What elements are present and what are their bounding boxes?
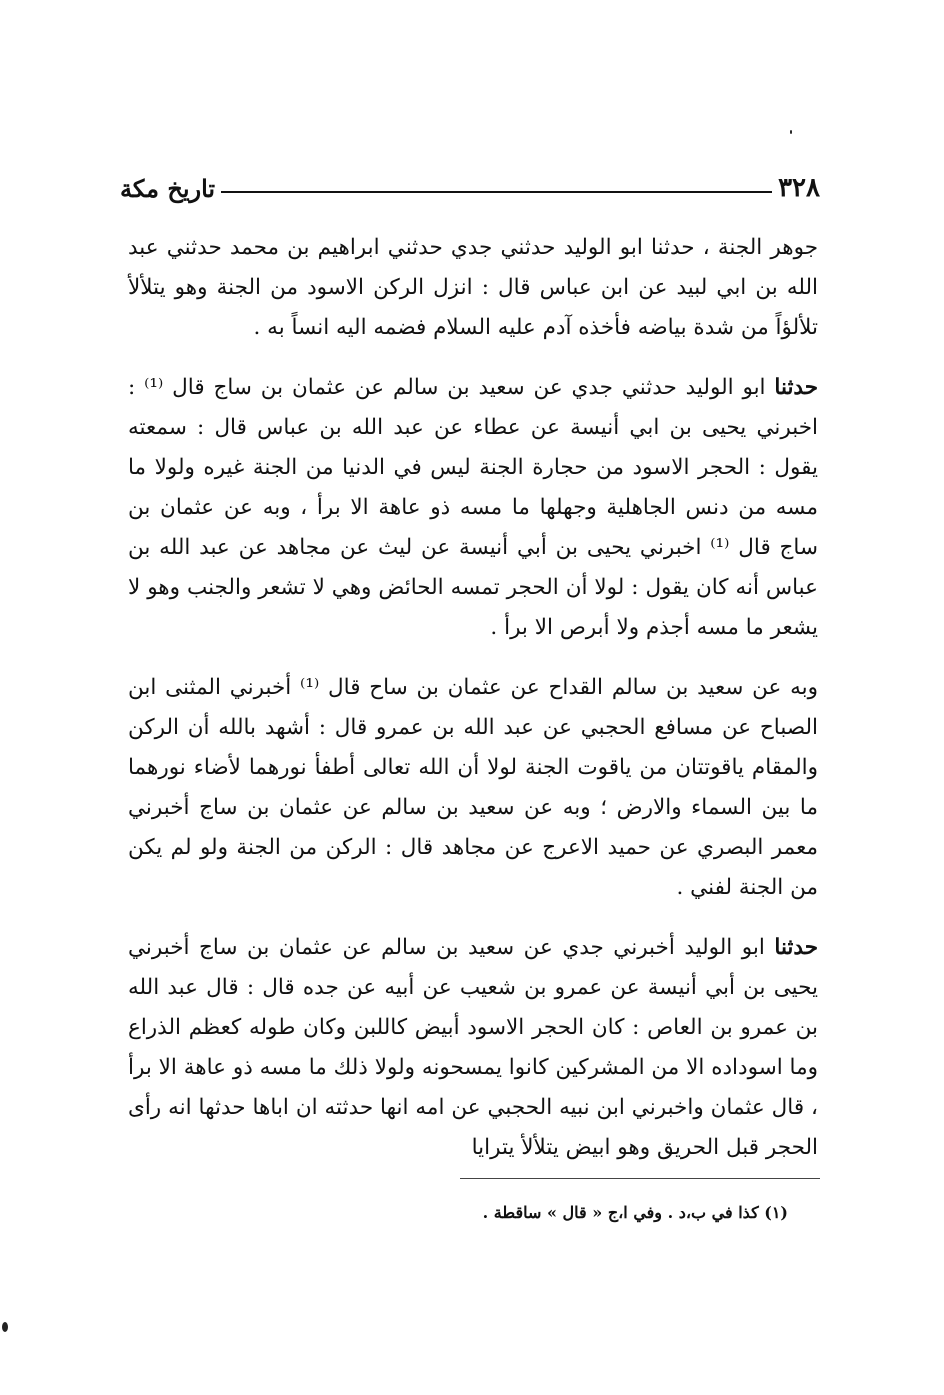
paragraph-text: ابو الوليد حدثني جدي عن سعيد بن سالم عن عثمان بن ساج قال ⁽¹⁾ : اخبرني يحيى بن ابي أنيسة عن عطاء عن عبد الله بن عباس قال : سمعته يقول : الحجر الاسود من حجارة الجنة ليس في الدنيا من الجنة غيره ولولا ما مسه من دنس الجاهلية وجهلها ما مسه ذو عاهة الا برأ ، وبه عن عثمان بن ساج قال ⁽¹⁾ اخبرني يحيى بن أبي أنيسة عن ليث عن مجاهد عن عبد الله بن عباس أنه كان يقول : لولا أن الحجر تمسه الحائض وهي لا تشعر والجنب وهو لا يشعر ما مسه أجذم ولا أبرص الا برأ . bbox=[128, 375, 818, 640]
paragraph-lead-word: حدثنا bbox=[774, 375, 819, 400]
running-title: تاريخ مكة bbox=[120, 173, 216, 203]
paragraph bbox=[128, 668, 818, 908]
paragraph bbox=[128, 368, 818, 648]
paragraph-text: ابو الوليد أخبرني جدي عن سعيد بن سالم عن عثمان بن ساج أخبرني يحيى بن أبي أنيسة عن عمرو بن شعيب عن أبيه عن جده قال : قال عبد الله بن عمرو بن العاص : كان الحجر الاسود أبيض كاللبن وكان طوله كعظم الذراع وما اسوداده الا من المشركين كانوا يمسحونه ولولا ذلك ما مسه ذو عاهة الا برأ ، قال عثمان واخبرني ابن نبيه الحجبي عن امه انها حدثته ان اباها حدثها انه رأى الحجر قبل الحريق وهو ابيض يتلألأ يترايا bbox=[128, 935, 818, 1160]
paragraph-lead-word: حدثنا bbox=[774, 935, 818, 960]
scan-speck bbox=[790, 130, 792, 134]
paragraph-text: وبه عن سعيد بن سالم القداح عن عثمان بن ساح قال ⁽¹⁾ أخبرني المثنى ابن الصباح عن مسافع الحجبي عن عبد الله بن عمرو قال : أشهد بالله أن الركن والمقام ياقوتتان من ياقوت الجنة لولا أن الله تعالى أطفأ نورهما لأضاء نورهما ما بين السماء والارض ؛ وبه عن سعيد بن سالم عن عثمان بن ساج أخبرني معمر البصري عن حميد الاعرج عن مجاهد قال : الركن من الجنة ولو لم يكن من الجنة لفني . bbox=[128, 675, 818, 900]
scan-speck bbox=[2, 1322, 8, 1332]
paragraph bbox=[128, 928, 818, 1168]
footnote: (١) كذا في ب،د . وفي ا،ج « قال » ساقطة . bbox=[482, 1203, 788, 1222]
header-rule bbox=[221, 191, 772, 193]
page-number: ٣٢٨ bbox=[778, 173, 820, 203]
footnote-rule bbox=[460, 1178, 820, 1179]
paragraph-text: جوهر الجنة ، حدثنا ابو الوليد حدثني جدي حدثني ابراهيم بن محمد حدثني عبد الله بن ابي لبيد عن ابن عباس قال : انزل الركن الاسود من الجنة وهو يتلألأ تلألؤاً من شدة بياضه فأخذه آدم عليه السلام فضمه اليه انساً به . bbox=[128, 235, 818, 340]
paragraph bbox=[128, 228, 818, 348]
page-header bbox=[120, 168, 820, 208]
body-text bbox=[128, 228, 818, 1168]
